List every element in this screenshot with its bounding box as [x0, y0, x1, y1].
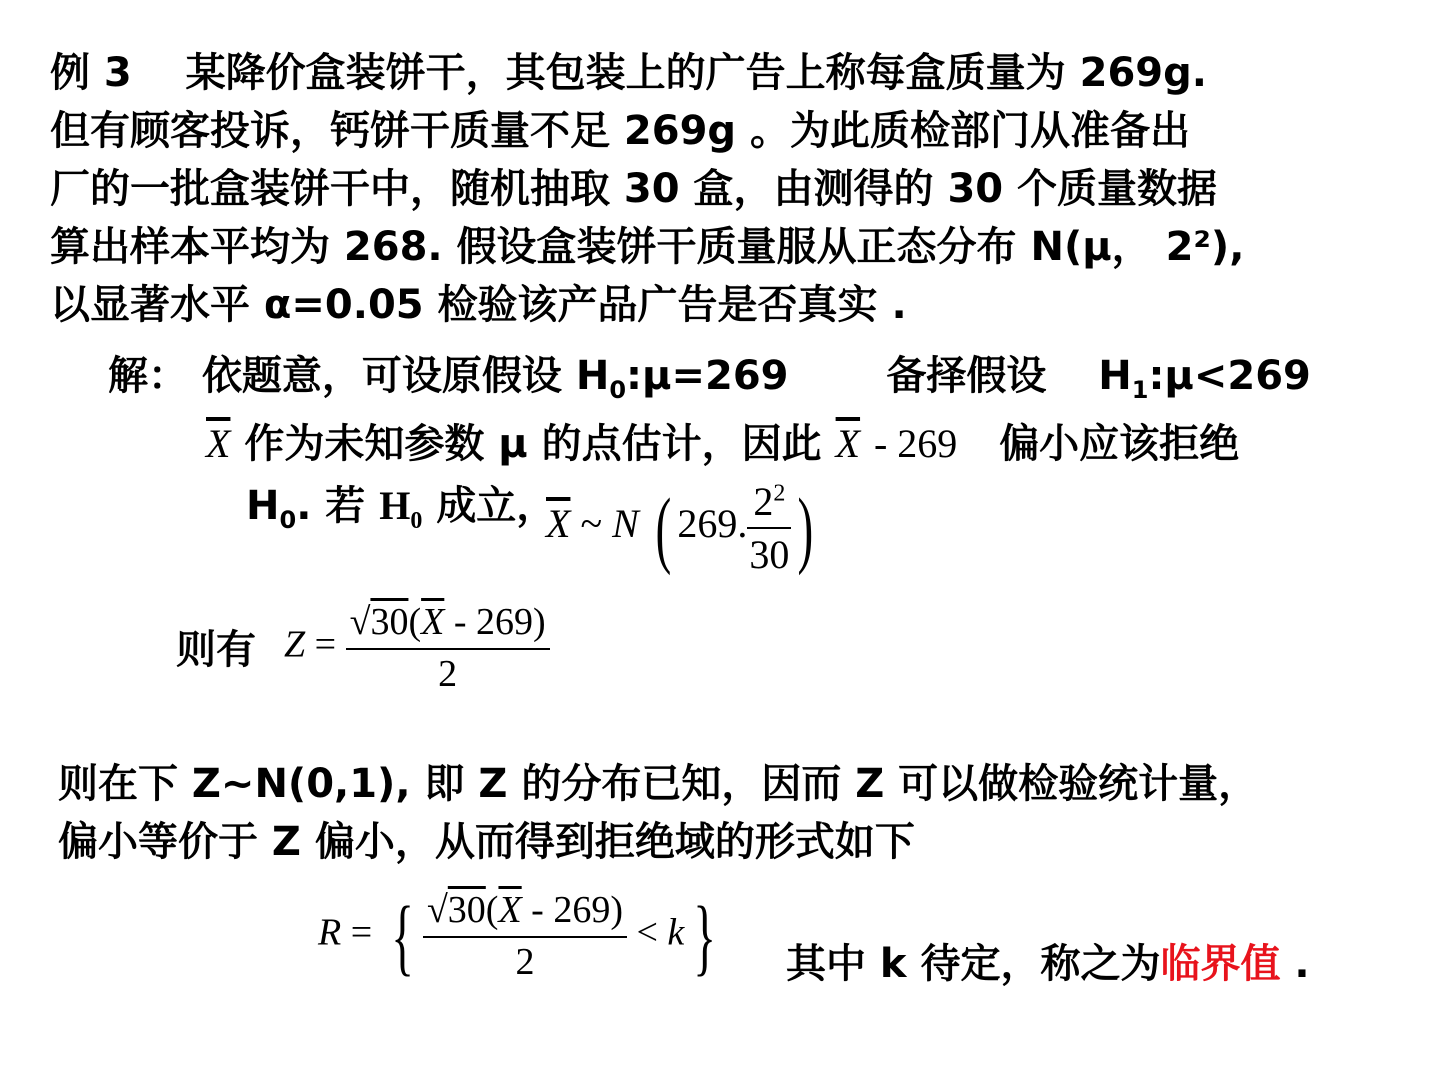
xbar-symbol: $\overline{X}$ — [206, 421, 231, 466]
problem-line-2: 但有顾客投诉，钙饼干质量不足 269g 。为此质检部门从准备出 — [50, 108, 1190, 154]
estimate-text: 作为未知参数 μ 的点估计，因此 — [244, 421, 822, 467]
null-hypothesis: 依题意，可设原假设 $H_0:\mu=269$ — [201, 353, 789, 404]
hypotheses-line — [108, 344, 1311, 404]
z-dist-line-1: 则在下 Z~N(0,1), 即 Z 的分布已知，因而 Z 可以做检验统计量， — [58, 761, 1259, 807]
critical-value-line: 其中 k 待定，称之为临界值 . — [786, 941, 1310, 987]
z-statistic-formula: Z = $\frac{√30(\overline{X} - 269)}{2}$ — [284, 600, 550, 696]
z-dist-line-2: 偏小等价于 Z 偏小，从而得到拒绝域的形式如下 — [58, 819, 915, 865]
reject-text: 偏小应该拒绝 — [999, 421, 1240, 467]
then-label: 则有 — [176, 627, 256, 673]
minus-269: - 269 — [873, 421, 958, 466]
problem-line-3: 厂的一批盒装饼干中，随机抽取 30 盒，由测得的 30 个质量数据 — [50, 166, 1218, 212]
alternative-hypothesis: $H_1:\mu<269$ — [1098, 353, 1311, 404]
problem-line-4: 算出样本平均为 268. 假设盒装饼干质量服从正态分布 N(μ， 2²), — [50, 224, 1245, 270]
problem-statement — [50, 44, 1400, 334]
rejection-region-formula: R = { $\frac{√30(\overline{X} - 269)}{2}$ < k } — [318, 888, 717, 984]
xbar-symbol-2: $\overline{X}$ — [835, 421, 861, 466]
problem-line-5: 以显著水平 α=0.05 检验该产品广告是否真实 . — [50, 282, 907, 328]
critical-value-term: 临界值 — [1160, 941, 1281, 987]
alternative-label: 备择假设 — [886, 353, 1047, 399]
problem-line-1: 例 3 某降价盒装饼干，其包装上的广告上称每盒质量为 269g. — [50, 50, 1207, 96]
solution-label: 解： — [108, 353, 188, 399]
h0-holds-line: $H_0$. 若 $H_0$ 成立， — [246, 483, 557, 534]
xbar-distribution-formula: $\overline{X}$ ~ N ( 269. $\frac{2^2}{30}$ ) — [546, 479, 814, 577]
estimate-line — [206, 412, 1239, 469]
